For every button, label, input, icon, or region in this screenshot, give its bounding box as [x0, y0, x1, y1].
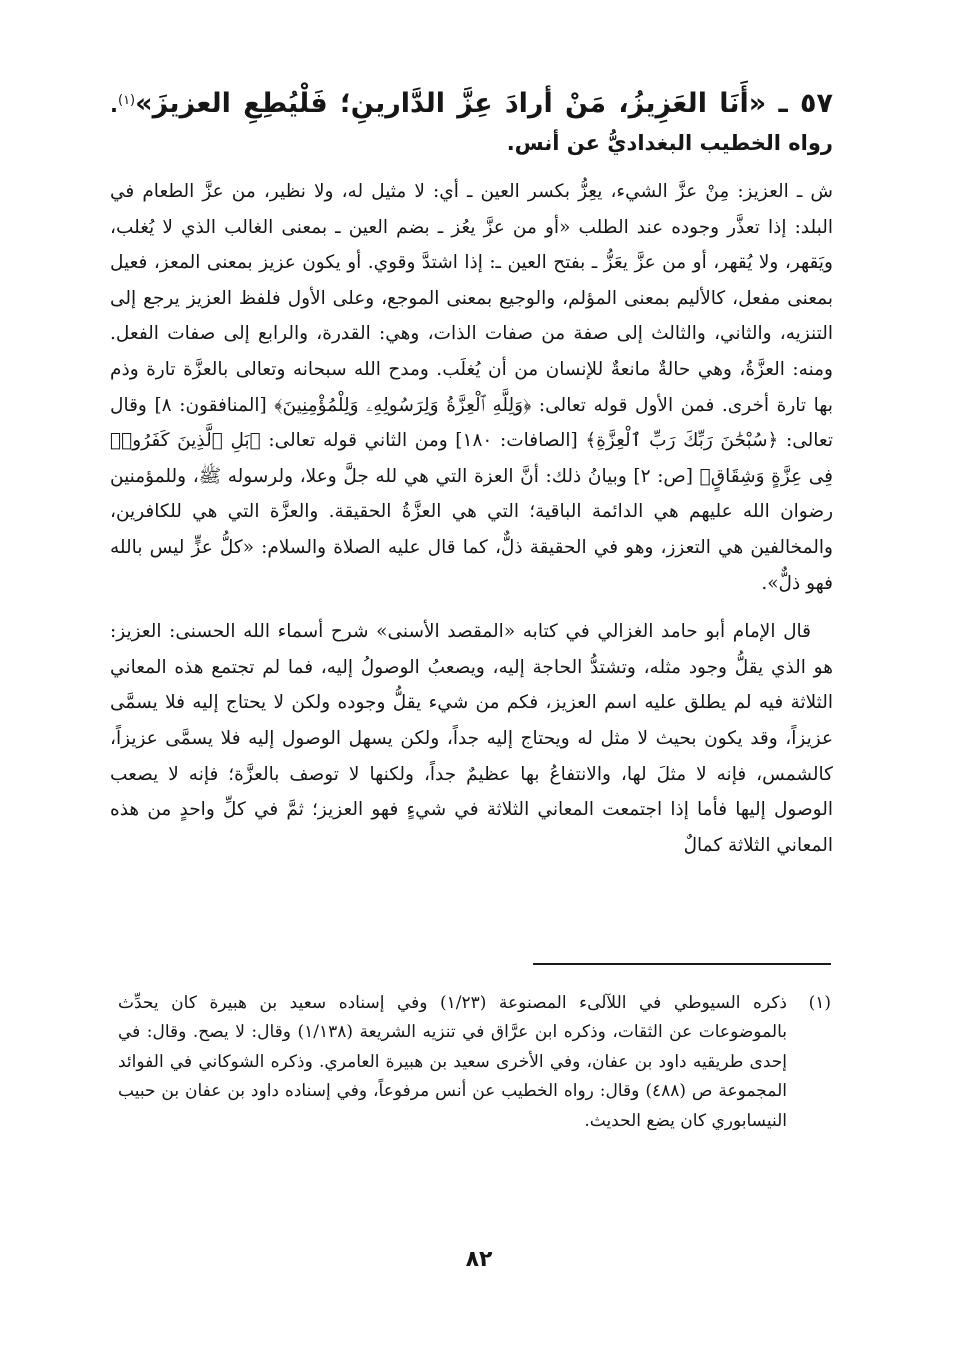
footnote — [118, 989, 831, 1136]
ghazali-quote-paragraph: قال الإمام أبو حامد الغزالي في كتابه «المقصد الأسنى» شرح أسماء الله الحسنى: العزيز: هو الذي يقلُّ وجود مثله، وتشتدُّ الحاجة إليه، ويصعبُ الوصولُ إليه، فما لم تجتمع هذه المعاني الثلاثة فيه لم يطلق عليه اسم العزيز، فكم من شيء يقلُّ وجوده ولكن لا يحتاج إليه فلا يسمَّى عزيزاً، وقد يكون بحيث لا مثل له ويحتاج إليه جداً، ولكن يسهل الوصول إليه فلا يسمَّى عزيزاً، كالشمس، فإنه لا مثلَ لها، والانتفاعُ بها عظيمٌ جداً، ولكنها لا توصف بالعزَّة؛ فإنه لا يصعب الوصول إليها فأما إذا اجتمعت المعاني الثلاثة في شيءٍ فهو العزيز؛ ثمَّ في كلِّ واحدٍ من هذه المعاني الثلاثة كمالٌ — [110, 621, 833, 856]
footnote-marker: (١) — [117, 93, 136, 108]
hadith-text: ٥٧ ـ «أَنَا العَزِيزُ، مَنْ أرادَ عِزَّ الدَّارينِ؛ فَلْيُطِعِ العزيزَ» — [135, 88, 833, 119]
hadith-attribution: . رواه الخطيب البغداديُّ عن أنس. — [110, 93, 833, 155]
page-number: ٨٢ — [465, 1247, 493, 1272]
hadith-heading — [110, 82, 833, 162]
footnote-number: (١) — [808, 993, 831, 1013]
footnote-separator — [533, 963, 831, 965]
commentary-paragraph: ش ـ العزيز: مِنْ عزَّ الشيء، يعِزُّ بكسر العين ـ أي: لا مثيل له، ولا نظير، من عزَّ الطعام في البلد: إذا تعذَّر وجوده عند الطلب «أو من عزَّ يعُز ـ بضم العين ـ بمعنى الغالب الذي لا يُغلب، ويَقهر، ولا يُقهر، أو من عزَّ يعَزُّ ـ بفتح العين ـ: إذا اشتدَّ وقوي. أو يكون عزيز بمعنى المعز، فعيل بمعنى مفعل، كالأليم بمعنى المؤلم، والوجيع بمعنى الموجع، وعلى الأول فلفظ العزيز يرجع إلى التنزيه، والثاني، والثالث إلى صفة من صفات الذات، وهي: القدرة، والرابع إلى صفات الفعل. ومنه: العزَّةُ، وهي حالةٌ مانعةٌ للإنسان من أن يُغلَب. ومدح الله سبحانه وتعالى بالعزَّة تارة وذم بها تارة أخرى. فمن الأول قوله تعالى: ﴿وَلِلَّهِ ٱلْعِزَّةُ وَلِرَسُولِهِۦ وَلِلْمُؤْمِنِينَ﴾ [المنافقون: ٨] وقال تعالى: ﴿سُبْحَٰنَ رَبِّكَ رَبِّ ٱلْعِزَّةِ﴾ [الصافات: ١٨٠] ومن الثاني قوله تعالى: ﴿بَلِ ٱلَّذِينَ كَفَرُوا۟ فِى عِزَّةٍ وَشِقَاقٍ﴾ [ص: ٢] وبيانُ ذلك: أنَّ العزة التي هي لله جلَّ وعلا، ولرسوله ﷺ، وللمؤمنين رضوان الله عليهم هي الدائمة الباقية؛ التي هي العزَّةُ الحقيقة. والعزَّة التي هي للكافرين، والمخالفين هي التعزز، وهو في الحقيقة ذلٌّ، كما قال عليه الصلاة والسلام: «كلُّ عزٍّ ليس بالله فهو ذلٌّ». — [110, 181, 834, 594]
footnote-text: ذكره السيوطي في اللآلىء المصنوعة (١/٢٣) وفي إسناده سعيد بن هبيرة كان يحدِّث بالموضوعات عن الثقات، وذكره ابن عرَّاق في تنزيه الشريعة (١/١٣٨) وقال: لا يصح. وقال: في إحدى طريقيه داود بن عفان، وفي الأخرى سعيد بن هبيرة العامري. وذكره الشوكاني في الفوائد المجموعة ص (٤٨٨) وقال: رواه الخطيب عن أنس مرفوعاً، وفي إسناده داود بن عفان بن حبيب النيسابوري كان يضع الحديث. — [118, 993, 787, 1131]
main-text-column — [110, 82, 833, 876]
